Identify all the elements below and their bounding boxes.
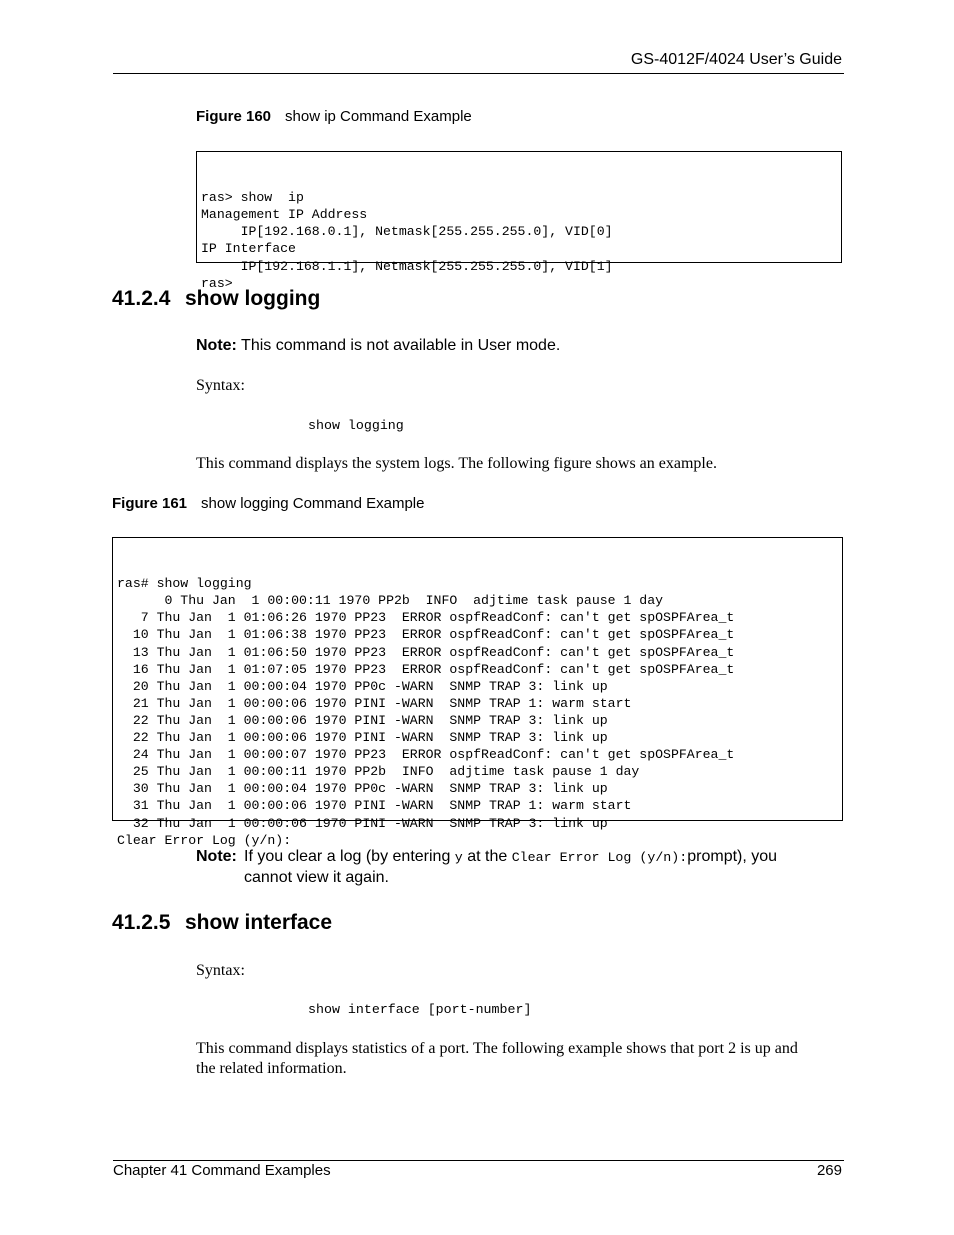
figure-161-label: Figure 161 [112, 495, 188, 512]
section-number: 41.2.5 [112, 911, 171, 934]
code-line: ras# show logging [117, 576, 252, 592]
syntax-command: show interface [port-number] [308, 1002, 532, 1017]
figure-161-code-box [112, 537, 843, 848]
code-line: 10 Thu Jan 1 01:06:38 1970 PP23 ERROR ospfReadConf: can't get spOSPFArea_t [117, 627, 735, 643]
description-line: the related information. [196, 1060, 347, 1077]
figure-161-title: show logging Command Example [201, 495, 425, 512]
code-line: 22 Thu Jan 1 00:00:06 1970 PINI -WARN SNMP TRAP 3: link up [117, 712, 608, 728]
code-line: ras> [201, 275, 233, 291]
header-rule [113, 73, 844, 74]
code-line: 21 Thu Jan 1 00:00:06 1970 PINI -WARN SNMP TRAP 1: warm start [117, 695, 632, 711]
figure-160-code-box [196, 151, 842, 291]
code-line: 31 Thu Jan 1 00:00:06 1970 PINI -WARN SNMP TRAP 1: warm start [117, 798, 632, 814]
running-header: GS-4012F/4024 User’s Guide [630, 51, 842, 68]
section-heading-show-interface [112, 911, 332, 935]
code-line: 13 Thu Jan 1 01:06:50 1970 PP23 ERROR ospfReadConf: can't get spOSPFArea_t [117, 644, 735, 660]
section-heading-show-logging [112, 287, 320, 311]
code-line: IP[192.168.0.1], Netmask[255.255.255.0], VID[0] [201, 224, 613, 240]
code-line: ras> show ip [201, 190, 304, 206]
note-text-part: at the [462, 848, 512, 865]
code-line: 22 Thu Jan 1 00:00:06 1970 PINI -WARN SNMP TRAP 3: link up [117, 730, 608, 746]
code-line: Clear Error Log (y/n): [117, 832, 292, 848]
syntax-label: Syntax: [196, 377, 245, 394]
footer-page-number: 269 [816, 1162, 842, 1179]
note-label: Note: [196, 337, 237, 354]
inline-code-y: y [454, 850, 463, 865]
code-line: 32 Thu Jan 1 00:00:06 1970 PINI -WARN SNMP TRAP 3: link up [117, 815, 608, 831]
code-line: 7 Thu Jan 1 01:06:26 1970 PP23 ERROR ospfReadConf: can't get spOSPFArea_t [117, 610, 735, 626]
section-title: show logging [185, 287, 321, 310]
section-number: 41.2.4 [112, 287, 171, 310]
inline-code-prompt: Clear Error Log (y/n): [511, 850, 688, 865]
note-text-part: prompt), you [687, 848, 778, 865]
note-clear-log-body [244, 847, 844, 888]
syntax-label: Syntax: [196, 962, 245, 979]
note-user-mode [196, 336, 560, 356]
code-line: Management IP Address [201, 207, 368, 223]
syntax-command: show logging [308, 418, 404, 433]
note-label: Note: [196, 848, 237, 865]
note-text-part: cannot view it again. [244, 869, 389, 886]
footer-rule [113, 1160, 844, 1161]
note-body: This command is not available in User mode. [241, 337, 561, 354]
note-clear-log [196, 847, 237, 867]
figure-160-caption [196, 108, 472, 125]
figure-160-label: Figure 160 [196, 108, 272, 125]
code-line: 25 Thu Jan 1 00:00:11 1970 PP2b INFO adjtime task pause 1 day [117, 764, 640, 780]
code-line: 0 Thu Jan 1 00:00:11 1970 PP2b INFO adjtime task pause 1 day [117, 593, 664, 609]
code-line: 30 Thu Jan 1 00:00:04 1970 PP0c -WARN SNMP TRAP 3: link up [117, 781, 608, 797]
footer-chapter: Chapter 41 Command Examples [113, 1162, 331, 1179]
code-line: IP[192.168.1.1], Netmask[255.255.255.0], VID[1] [201, 258, 613, 274]
description-paragraph: This command displays the system logs. The following figure shows an example. [196, 455, 717, 472]
figure-160-title: show ip Command Example [285, 108, 472, 125]
note-text-part: If you clear a log (by entering [244, 848, 455, 865]
description-line: This command displays statistics of a port. The following example shows that port 2 is up and [196, 1040, 798, 1057]
code-line: 24 Thu Jan 1 00:00:07 1970 PP23 ERROR ospfReadConf: can't get spOSPFArea_t [117, 747, 735, 763]
figure-161-caption [112, 495, 424, 512]
description-paragraph [196, 1039, 856, 1079]
section-title: show interface [185, 911, 333, 934]
code-line: 16 Thu Jan 1 01:07:05 1970 PP23 ERROR ospfReadConf: can't get spOSPFArea_t [117, 661, 735, 677]
code-line: IP Interface [201, 241, 296, 257]
code-line: 20 Thu Jan 1 00:00:04 1970 PP0c -WARN SNMP TRAP 3: link up [117, 678, 608, 694]
